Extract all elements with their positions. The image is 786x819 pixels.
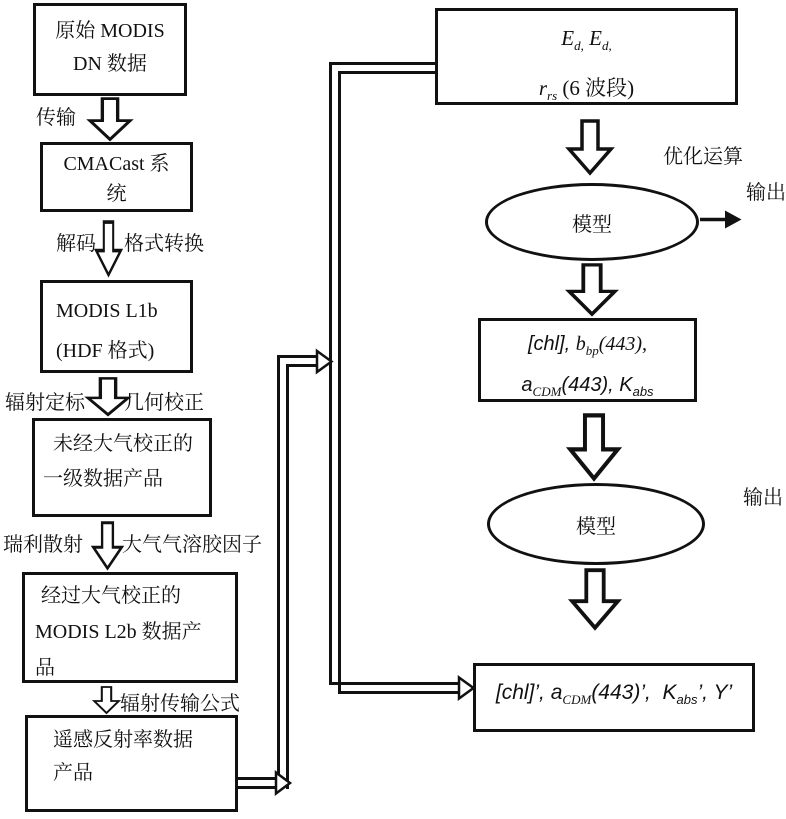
formula-line: $r_{rs}$ (6 波段) [538,76,635,104]
box-line: (HDF 格式) [56,340,155,362]
formula-line: [chl]’, $a_{CDM}(443)$’, $K_{abs}$’, Y’ [495,681,733,708]
box-cmacast-system [40,142,193,212]
box-line: CMACast 系 [63,153,170,175]
arrowhead-into-bus [317,351,332,372]
box-line: 未经大气校正的 [53,433,193,455]
label-output-1: 输出 [746,182,786,204]
box-line: 一级数据产品 [43,468,163,490]
formula-line: $a_{CDM}(443)$, $K_{abs}$ [521,374,654,399]
down-arrow-icon [570,568,620,630]
down-arrow-icon [568,413,620,481]
box-ed-rrs-input [435,8,738,105]
label-transfer: 传输 [36,107,76,129]
arrowhead-into-vline [276,773,290,794]
label-geometric-correction: 几何校正 [124,392,204,414]
label-aerosol-factor: 大气气溶胶因子 [122,534,262,556]
arrowhead-into-output-box [459,678,474,699]
box-line: DN 数据 [73,53,147,75]
box-raw-modis-dn [33,3,187,96]
label-decode: 解码 [56,233,96,255]
box-line: 统 [106,183,127,205]
down-arrow-icon [567,263,617,316]
ellipse-label: 模型 [572,213,612,236]
box-line: 产品 [53,762,93,784]
box-remote-sensing-reflectance [25,715,238,812]
box-modis-l2b-product [22,572,238,683]
down-arrow-icon [88,97,132,141]
label-output-2: 输出 [743,487,783,509]
box-line: 原始 MODIS [55,20,165,42]
box-modis-l1b [40,280,193,373]
down-arrow-icon [93,686,120,714]
down-arrow-icon [86,377,130,416]
box-chl-bbp-acdm-kabs [478,318,697,402]
ellipse-model-2 [487,483,705,565]
label-rayleigh-scattering: 瑞利散射 [3,534,83,556]
box-output-products [473,663,755,732]
ellipse-label: 模型 [576,515,616,538]
box-line: MODIS L1b [56,300,158,322]
ellipse-model-1 [485,183,699,261]
label-radiative-transfer-formula: 辐射传输公式 [120,693,240,715]
box-line: 遥感反射率数据 [53,729,193,751]
down-arrow-icon [567,119,613,175]
label-optimization: 优化运算 [663,146,743,168]
formula-line: [chl], $b_{bp}(443)$, [527,333,648,358]
box-line: 经过大气校正的 [41,585,181,607]
label-format-convert: 格式转换 [124,233,204,255]
box-level1-product [32,418,212,517]
down-arrow-icon [92,521,123,570]
box-line: MODIS L2b 数据产 [35,621,202,643]
model-output-arrowhead [725,211,742,229]
label-radiometric-calibration: 辐射定标 [5,392,85,414]
box-line: 品 [35,657,55,679]
down-arrow-icon [95,220,122,277]
formula-line: $E_{d,}$ $E_{d,}$ [561,26,612,54]
